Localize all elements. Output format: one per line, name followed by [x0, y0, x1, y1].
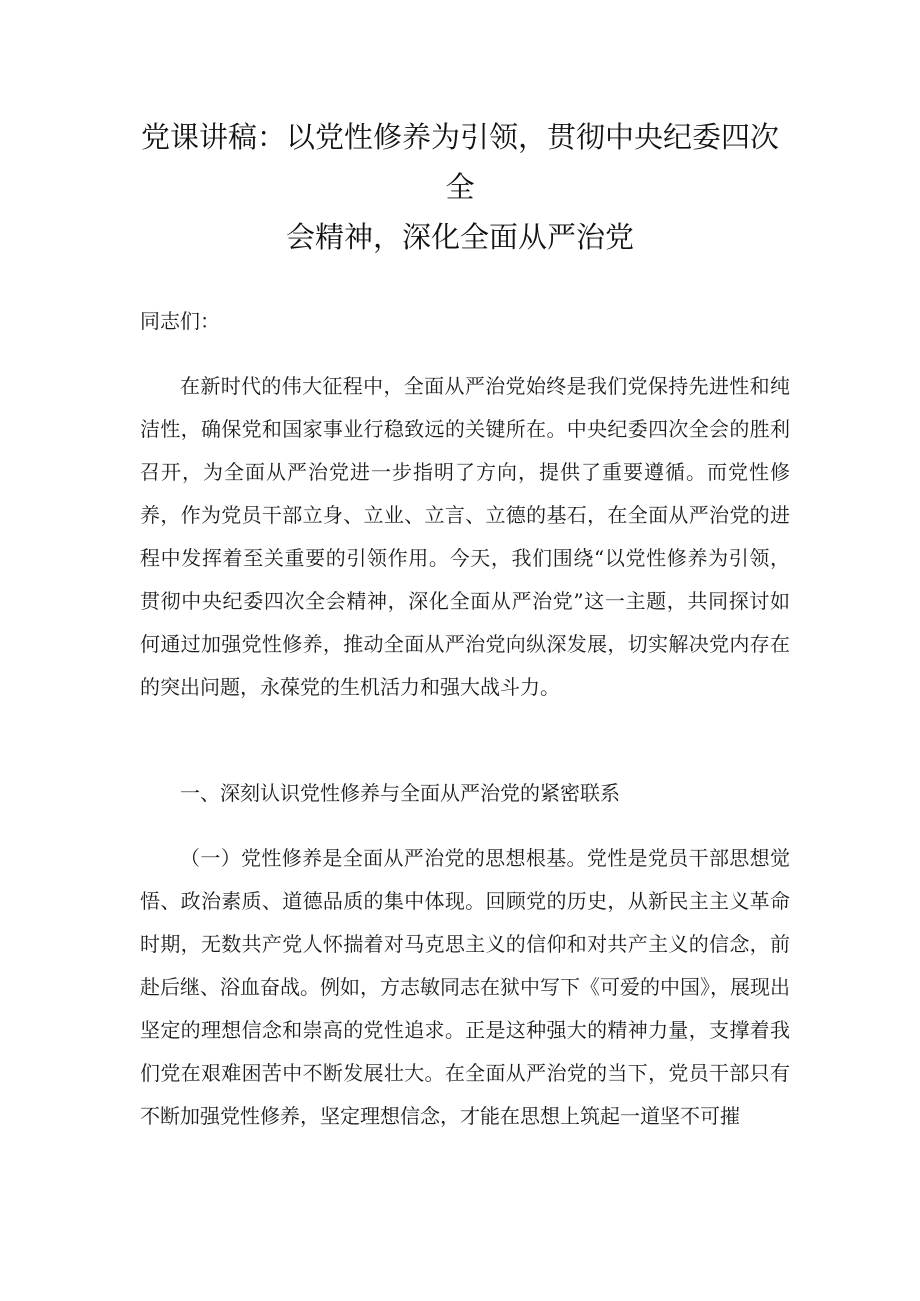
paragraph-intro: 在新时代的伟大征程中，全面从严治党始终是我们党保持先进性和纯洁性，确保党和国家事业行稳致远的关键所在。中央纪委四次全会的胜利召开，为全面从严治党进一步指明了方向，提供了重要遵循。而党性修养，作为党员干部立身、立业、立言、立德的基石，在全面从严治党的进程中发挥着至关重要的引领作用。今天，我们围绕“以党性修养为引领，贯彻中央纪委四次全会精神，深化全面从严治党”这一主题，共同探讨如何通过加强党性修养，推动全面从严治党向纵深发展，切实解决党内存在的突出问题，永葆党的生机活力和强大战斗力。 — [140, 374, 790, 699]
salutation: 同志们： — [140, 309, 220, 333]
title-line-2: 会精神，深化全面从严治党 — [285, 220, 634, 254]
document-title — [140, 112, 780, 262]
title-line-1: 党课讲稿：以党性修养为引领，贯彻中央纪委四次全 — [140, 120, 779, 204]
section-heading-1: 一、深刻认识党性修养与全面从严治党的紧密联系 — [180, 781, 620, 805]
paragraph-section-1-1: （一）党性修养是全面从严治党的思想根基。党性是党员干部思想觉悟、政治素质、道德品质的集中体现。回顾党的历史，从新民主主义革命时期，无数共产党人怀揣着对马克思主义的信仰和对共产主义的信念，前赴后继、浴血奋战。例如，方志敏同志在狱中写下《可爱的中国》，展现出坚定的理想信念和崇高的党性追求。正是这种强大的精神力量，支撑着我们党在艰难困苦中不断发展壮大。在全面从严治党的当下，党员干部只有不断加强党性修养，坚定理想信念，才能在思想上筑起一道坚不可摧 — [140, 846, 790, 1128]
